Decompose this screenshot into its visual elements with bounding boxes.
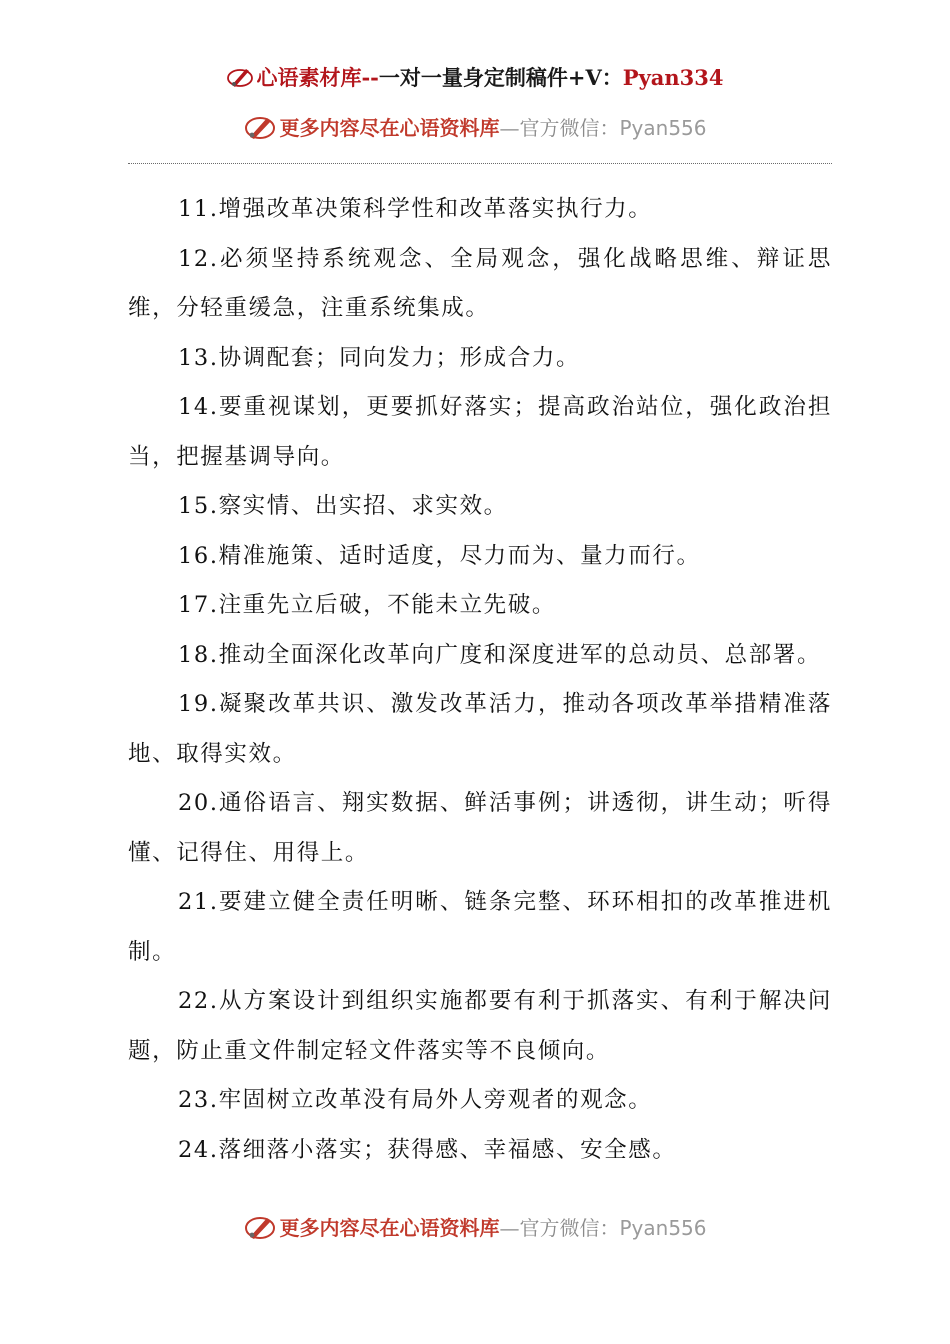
banner-dash: — xyxy=(499,116,520,140)
list-item: 19.凝聚改革共识、激发改革活力，推动各项改革举措精准落地、取得实效。 xyxy=(128,691,832,767)
list-item: 18.推动全面深化改革向广度和深度进军的总动员、总部署。 xyxy=(178,641,822,668)
list-item: 16.精准施策、适时适度，尽力而为、量力而行。 xyxy=(178,542,701,569)
promo-banner-top xyxy=(0,112,950,146)
promo-banner-bottom xyxy=(0,1212,950,1246)
banner-lead: 更多内容尽在心语资料库 xyxy=(279,1216,500,1240)
banner-official: 官方微信： xyxy=(519,116,620,140)
list-item: 14.要重视谋划，更要抓好落实；提高政治站位，强化政治担当，把握基调导向。 xyxy=(128,394,832,470)
header-slogan: 一对一量身定制稿件 xyxy=(378,65,568,90)
pen-logo-icon xyxy=(243,1213,277,1246)
list-item: 24.落细落小落实；获得感、幸福感、安全感。 xyxy=(178,1136,677,1163)
contact-id: Pyan334 xyxy=(622,65,724,90)
header-divider xyxy=(128,163,832,164)
pen-logo-icon xyxy=(243,113,277,146)
list-item: 22.从方案设计到组织实施都要有利于抓落实、有利于解决问题，防止重文件制定轻文件落实等不良倾向。 xyxy=(128,988,832,1064)
list-item: 23.牢固树立改革没有局外人旁观者的观念。 xyxy=(178,1087,653,1113)
header-separator: -- xyxy=(361,65,379,90)
list-item: 20.通俗语言、翔实数据、鲜活事例；讲透彻，讲生动；听得懂、记得住、用得上。 xyxy=(128,790,832,866)
list-item: 15.察实情、出实招、求实效。 xyxy=(178,493,508,519)
list-item: 17.注重先立后破，不能未立先破。 xyxy=(178,592,556,618)
brand-name: 心语素材库 xyxy=(256,65,362,90)
page-header xyxy=(0,62,950,94)
banner-lead: 更多内容尽在心语资料库 xyxy=(279,116,500,140)
banner-dash: — xyxy=(499,1216,520,1240)
banner-wechat-id: Pyan556 xyxy=(619,1216,707,1240)
document-body xyxy=(128,185,832,1175)
contact-prefix: +V： xyxy=(567,65,623,90)
banner-wechat-id: Pyan556 xyxy=(619,116,707,140)
list-item: 12.必须坚持系统观念、全局观念，强化战略思维、辩证思维，分轻重缓急，注重系统集成。 xyxy=(128,245,832,321)
list-item: 11.增强改革决策科学性和改革落实执行力。 xyxy=(178,196,653,222)
pen-logo-icon xyxy=(226,65,254,94)
banner-official: 官方微信： xyxy=(519,1216,620,1240)
list-item: 13.协调配套；同向发力；形成合力。 xyxy=(178,344,581,371)
list-item: 21.要建立健全责任明晰、链条完整、环环相扣的改革推进机制。 xyxy=(128,889,832,965)
